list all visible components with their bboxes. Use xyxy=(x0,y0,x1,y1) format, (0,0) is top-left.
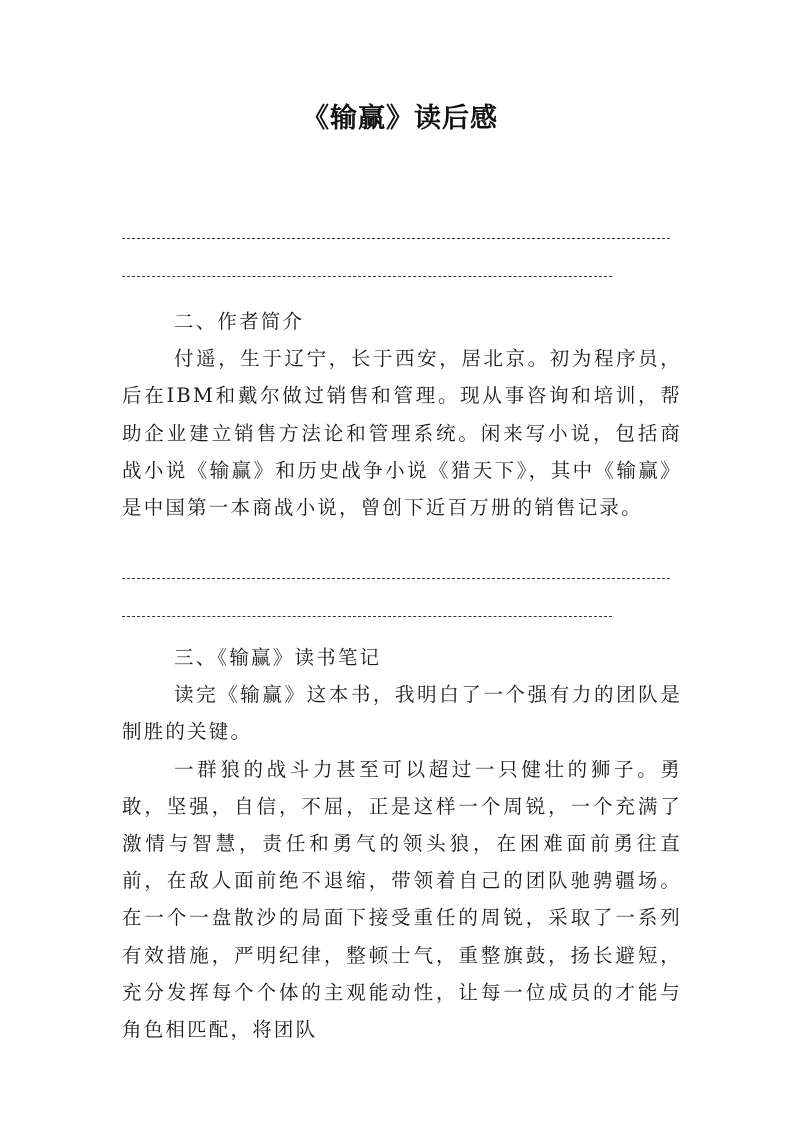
paragraph: 读完《输赢》这本书，我明白了一个强有力的团队是制胜的关键。 xyxy=(122,683,682,744)
paragraph: 一群狼的战斗力甚至可以超过一只健壮的狮子。勇敢，坚强，自信，不屈，正是这样一个周锐，一个充满了激情与智慧，责任和勇气的领头狼，在困难面前勇往直前，在敌人面前绝不退缩，带领着自己的团队驰骋疆场。在一个一盘散沙的局面下接受重任的周锐，采取了一系列有效措施，严明纪律，整顿士气，重整旗鼓，扬长避短，充分发挥每个个体的主观能动性，让每一位成员的才能与角色相匹配，将团队 xyxy=(122,757,682,1042)
dashed-divider xyxy=(122,616,612,617)
paragraph: 付遥，生于辽宁，长于西安，居北京。初为程序员，后在IBM和戴尔做过销售和管理。现从事咨询和培训，帮助企业建立销售方法论和管理系统。闲来写小说，包括商战小说《输赢》和历史战争小说《猎天下》，其中《输赢》是中国第一本商战小说，曾创下近百万册的销售记录。 xyxy=(122,347,682,520)
dashed-divider xyxy=(122,578,670,579)
section-heading: 三、《输赢》读书笔记 xyxy=(174,646,382,669)
section-reading-notes xyxy=(122,639,682,1048)
dashed-divider xyxy=(122,276,612,277)
section-author-intro xyxy=(122,303,682,526)
dashed-divider xyxy=(122,238,670,239)
document-title: 《输赢》读后感 xyxy=(302,103,498,134)
section-heading: 二、作者简介 xyxy=(174,310,305,333)
